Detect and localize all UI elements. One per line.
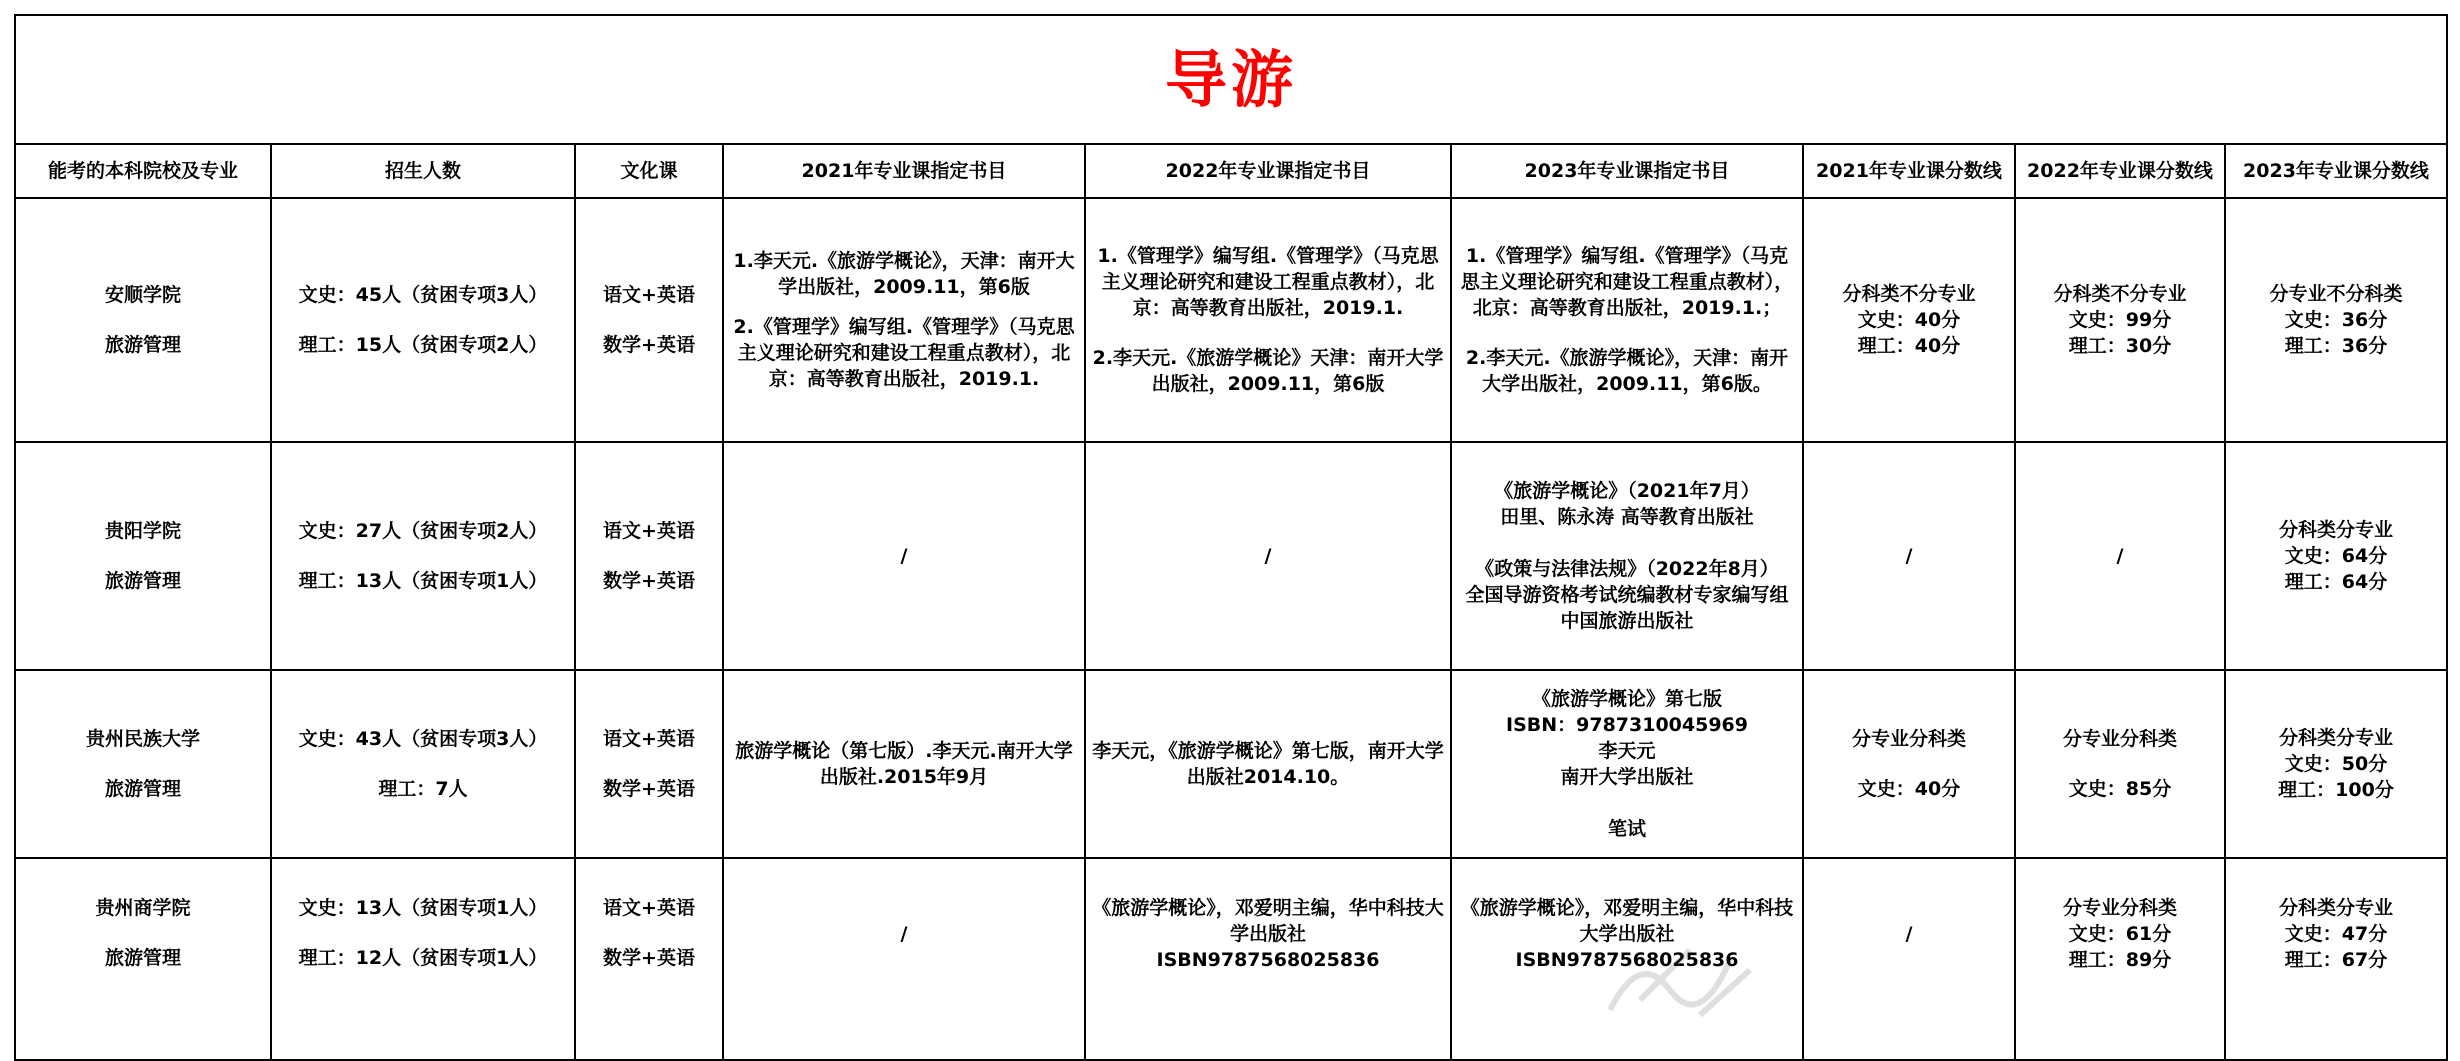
- header-book-2023: 2023年专业课指定书目: [1451, 144, 1803, 198]
- score-2023-cell: [2225, 442, 2447, 670]
- score-line: 理工：67分: [2284, 949, 2388, 971]
- score-line: 文史：47分: [2284, 923, 2388, 945]
- header-score-2022: 2022年专业课分数线: [2015, 144, 2225, 198]
- culture-sci: 数学+英语: [603, 334, 695, 356]
- book-item: 笔试: [1607, 818, 1646, 840]
- book-2023-cell: [1451, 198, 1803, 442]
- book-item: /: [900, 923, 908, 945]
- book-item: ISBN9787568025836: [1515, 949, 1739, 971]
- score-line: /: [1905, 923, 1913, 945]
- school-cell: [15, 670, 271, 858]
- book-2021-cell: [723, 858, 1085, 1060]
- culture-arts: 语文+英语: [603, 520, 695, 542]
- score-2022-cell: [2015, 198, 2225, 442]
- score-2022-cell: /: [2015, 442, 2225, 670]
- book-item: 南开大学出版社: [1560, 766, 1694, 788]
- culture-sci: 数学+英语: [603, 947, 695, 969]
- culture-sci: 数学+英语: [603, 778, 695, 800]
- score-line: 分科类分专业: [2278, 727, 2393, 749]
- score-line: 分专业不分科类: [2269, 283, 2403, 305]
- enroll-arts: 文史：13人（贫困专项1人）: [298, 897, 548, 919]
- enroll-sci: 理工：15人（贫困专项2人）: [298, 334, 548, 356]
- enroll-arts: 文史：43人（贫困专项3人）: [298, 728, 548, 750]
- book-item: 1.《管理学》编写组.《管理学》（马克思主义理论研究和建设工程重点教材），北京：高等教育出版社，2019.1.: [1097, 245, 1439, 319]
- culture-arts: 语文+英语: [603, 728, 695, 750]
- table-row: [15, 198, 2447, 442]
- book-item: 《政策与法律法规》（2022年8月）: [1475, 558, 1779, 580]
- major-name: 旅游管理: [104, 334, 181, 356]
- enroll-sci: 理工：12人（贫困专项1人）: [298, 947, 548, 969]
- score-line: 理工：36分: [2284, 335, 2388, 357]
- book-2021-cell: 旅游学概论（第七版）.李天元.南开大学出版社.2015年9月: [723, 670, 1085, 858]
- book-item: ISBN9787568025836: [1156, 949, 1380, 971]
- culture-cell: [575, 198, 723, 442]
- major-name: 旅游管理: [104, 570, 181, 592]
- score-line: 分科类不分专业: [1842, 283, 1976, 305]
- school-name: 贵阳学院: [104, 520, 181, 542]
- book-2022-cell: /: [1085, 442, 1451, 670]
- admission-table: [14, 14, 2448, 1061]
- book-2023-cell: [1451, 442, 1803, 670]
- header-score-2023: 2023年专业课分数线: [2225, 144, 2447, 198]
- table-row: [15, 442, 2447, 670]
- page-title: 导游: [15, 15, 2447, 144]
- book-2022-cell: 李天元，《旅游学概论》第七版，南开大学出版社2014.10。: [1085, 670, 1451, 858]
- book-item: 《旅游学概论》（2021年7月）: [1494, 480, 1760, 502]
- score-2021-cell: /: [1803, 442, 2015, 670]
- major-name: 旅游管理: [104, 778, 181, 800]
- header-culture: 文化课: [575, 144, 723, 198]
- score-line: 理工：100分: [2278, 779, 2394, 801]
- book-2021-cell: /: [723, 442, 1085, 670]
- watermark-mark: [1600, 930, 1760, 1020]
- book-item: ISBN：9787310045969: [1506, 714, 1748, 736]
- enroll-sci: 理工：13人（贫困专项1人）: [298, 570, 548, 592]
- header-book-2022: 2022年专业课指定书目: [1085, 144, 1451, 198]
- score-2021-cell: [1803, 198, 2015, 442]
- book-item: 2.《管理学》编写组.《管理学》（马克思主义理论研究和建设工程重点教材），北京：高等教育出版社，2019.1.: [733, 316, 1075, 390]
- school-name: 安顺学院: [104, 284, 181, 306]
- book-item: 《旅游学概论》，邓爱明主编，华中科技大学出版社: [1092, 897, 1444, 945]
- header-school: 能考的本科院校及专业: [15, 144, 271, 198]
- score-2021-cell: [1803, 670, 2015, 858]
- header-score-2021: 2021年专业课分数线: [1803, 144, 2015, 198]
- book-2021-cell: [723, 198, 1085, 442]
- score-line: 理工：30分: [2068, 335, 2172, 357]
- book-item: 2.李天元.《旅游学概论》天津：南开大学出版社，2009.11，第6版: [1092, 347, 1444, 395]
- book-2023-cell: [1451, 670, 1803, 858]
- school-cell: [15, 442, 271, 670]
- enroll-arts: 文史：27人（贫困专项2人）: [298, 520, 548, 542]
- enroll-arts: 文史：45人（贫困专项3人）: [298, 284, 548, 306]
- score-2022-cell: [2015, 858, 2225, 1060]
- score-2021-cell: [1803, 858, 2015, 1060]
- score-line: 文史：40分: [1857, 309, 1961, 331]
- school-cell: [15, 858, 271, 1060]
- score-line: 理工：89分: [2068, 949, 2172, 971]
- score-line: 分专业分科类: [1851, 728, 1966, 750]
- book-item: 李天元: [1598, 740, 1656, 762]
- culture-arts: 语文+英语: [603, 897, 695, 919]
- culture-cell: [575, 858, 723, 1060]
- culture-sci: 数学+英语: [603, 570, 695, 592]
- book-2022-cell: [1085, 198, 1451, 442]
- culture-arts: 语文+英语: [603, 284, 695, 306]
- table-row: [15, 858, 2447, 1060]
- admission-sheet: [14, 14, 2448, 1061]
- culture-cell: [575, 670, 723, 858]
- score-line: 分科类分专业: [2278, 897, 2393, 919]
- school-name: 贵州商学院: [95, 897, 191, 919]
- score-line: 分科类不分专业: [2053, 283, 2187, 305]
- enroll-cell: [271, 198, 575, 442]
- book-2022-cell: [1085, 858, 1451, 1060]
- enroll-cell: [271, 670, 575, 858]
- header-row: [15, 144, 2447, 198]
- score-line: 理工：40分: [1857, 335, 1961, 357]
- score-line: 文史：61分: [2068, 923, 2172, 945]
- school-name: 贵州民族大学: [85, 728, 200, 750]
- enroll-cell: [271, 442, 575, 670]
- score-line: 文史：85分: [2068, 778, 2172, 800]
- score-line: 文史：64分: [2284, 545, 2388, 567]
- score-2023-cell: [2225, 670, 2447, 858]
- score-line: 文史：99分: [2068, 309, 2172, 331]
- book-item: 田里、陈永涛 高等教育出版社: [1500, 506, 1754, 528]
- score-line: 分专业分科类: [2062, 728, 2177, 750]
- school-cell: [15, 198, 271, 442]
- header-enroll: 招生人数: [271, 144, 575, 198]
- book-item: 《旅游学概论》，邓爱明主编，华中科技大学出版社: [1460, 897, 1794, 945]
- book-item: 2.李天元.《旅游学概论》，天津：南开大学出版社，2009.11，第6版。: [1465, 347, 1789, 395]
- score-line: 文史：36分: [2284, 309, 2388, 331]
- enroll-cell: [271, 858, 575, 1060]
- book-item: 《旅游学概论》第七版: [1531, 688, 1722, 710]
- table-row: [15, 670, 2447, 858]
- header-book-2021: 2021年专业课指定书目: [723, 144, 1085, 198]
- score-2023-cell: [2225, 858, 2447, 1060]
- score-2023-cell: [2225, 198, 2447, 442]
- score-line: 文史：40分: [1857, 778, 1961, 800]
- book-item: 1.李天元.《旅游学概论》，天津：南开大学出版社，2009.11，第6版: [733, 250, 1075, 298]
- culture-cell: [575, 442, 723, 670]
- score-2022-cell: [2015, 670, 2225, 858]
- major-name: 旅游管理: [104, 947, 181, 969]
- enroll-sci: 理工：7人: [378, 778, 468, 800]
- score-line: 分专业分科类: [2062, 897, 2177, 919]
- score-line: 文史：50分: [2284, 753, 2388, 775]
- score-line: 分科类分专业: [2278, 519, 2393, 541]
- book-item: 1.《管理学》编写组.《管理学》（马克思主义理论研究和建设工程重点教材），北京：高等教育出版社，2019.1.；: [1460, 245, 1794, 319]
- book-item: 全国导游资格考试统编教材专家编写组 中国旅游出版社: [1465, 584, 1789, 632]
- score-line: 理工：64分: [2284, 571, 2388, 593]
